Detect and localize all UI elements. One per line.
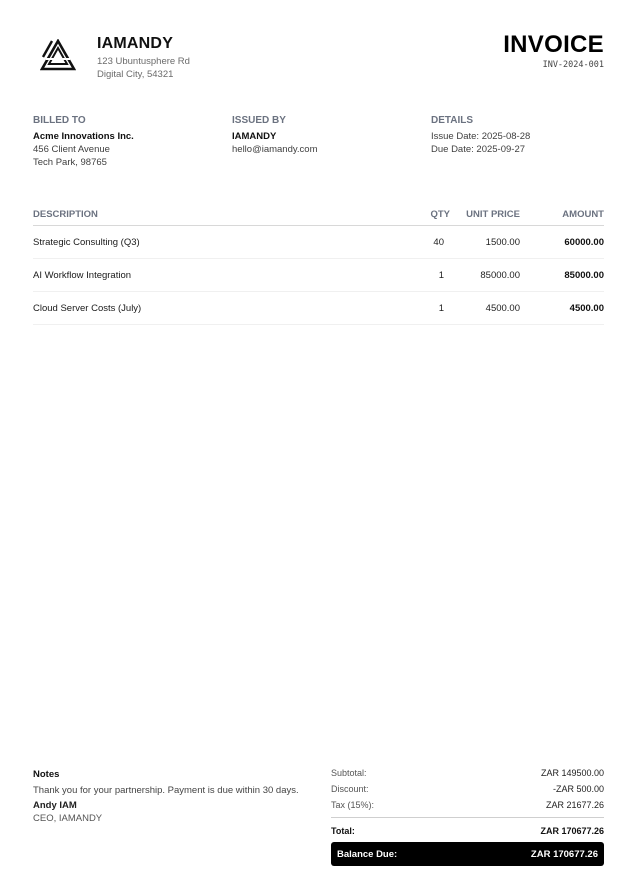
triangle-A-logo-icon bbox=[40, 39, 76, 71]
signature-title: CEO, IAMANDY bbox=[33, 813, 103, 824]
discount-label: Discount: bbox=[331, 784, 369, 794]
tax-row bbox=[331, 799, 604, 815]
issuer-name: IAMANDY bbox=[232, 131, 277, 142]
total-row bbox=[331, 818, 604, 840]
balance-due-label: Balance Due: bbox=[337, 849, 398, 860]
client-address-line2: Tech Park, 98765 bbox=[33, 157, 107, 168]
discount-row bbox=[331, 783, 604, 799]
client-name: Acme Innovations Inc. bbox=[33, 131, 134, 142]
item-description: Cloud Server Costs (July) bbox=[33, 303, 142, 314]
item-amount: 85000.00 bbox=[564, 270, 604, 281]
subtotal-value: ZAR 149500.00 bbox=[540, 768, 604, 778]
issuer-email: hello@iamandy.com bbox=[232, 144, 318, 155]
table-row bbox=[33, 259, 604, 292]
invoice-number: INV-2024-001 bbox=[542, 60, 604, 70]
billed-to-heading: BILLED TO bbox=[33, 115, 86, 126]
discount-value: -ZAR 500.00 bbox=[552, 784, 604, 794]
table-row bbox=[33, 292, 604, 325]
issued-by-section bbox=[232, 114, 318, 156]
client-address-line1: 456 Client Avenue bbox=[33, 144, 110, 155]
item-qty: 1 bbox=[438, 303, 444, 314]
notes-heading: Notes bbox=[33, 769, 60, 780]
item-amount: 4500.00 bbox=[569, 303, 604, 314]
subtotal-row bbox=[331, 767, 604, 783]
tax-value: ZAR 21677.26 bbox=[545, 800, 604, 810]
item-qty: 1 bbox=[438, 270, 444, 281]
item-amount: 60000.00 bbox=[564, 237, 604, 248]
company-address bbox=[97, 55, 190, 81]
item-unit-price: 85000.00 bbox=[480, 270, 520, 281]
header-description: DESCRIPTION bbox=[33, 209, 98, 220]
header-amount: AMOUNT bbox=[562, 209, 604, 220]
issue-date: Issue Date: 2025-08-28 bbox=[431, 131, 531, 142]
table-row bbox=[33, 226, 604, 259]
due-date: Due Date: 2025-09-27 bbox=[431, 144, 526, 155]
total-label: Total: bbox=[331, 826, 355, 836]
item-unit-price: 1500.00 bbox=[485, 237, 520, 248]
item-unit-price: 4500.00 bbox=[485, 303, 520, 314]
total-value: ZAR 170677.26 bbox=[540, 826, 604, 836]
balance-due-value: ZAR 170677.26 bbox=[530, 849, 598, 860]
details-section bbox=[431, 114, 530, 156]
header-qty: QTY bbox=[430, 209, 450, 220]
item-description: AI Workflow Integration bbox=[33, 270, 132, 281]
details-heading: DETAILS bbox=[431, 115, 474, 126]
invoice-title: INVOICE bbox=[503, 31, 604, 58]
table-header bbox=[33, 204, 604, 226]
line-items-table bbox=[33, 204, 604, 325]
company-address-line1: 123 Ubuntusphere Rd bbox=[97, 56, 190, 67]
billed-to-section bbox=[33, 114, 134, 169]
totals-section bbox=[331, 767, 604, 866]
issued-by-heading: ISSUED BY bbox=[232, 115, 286, 126]
company-name: IAMANDY bbox=[97, 35, 174, 52]
item-description: Strategic Consulting (Q3) bbox=[33, 237, 140, 248]
tax-label: Tax (15%): bbox=[331, 800, 375, 810]
notes-text: Thank you for your partnership. Payment is due within 30 days. bbox=[33, 785, 299, 796]
company-address-line2: Digital City, 54321 bbox=[97, 69, 174, 80]
balance-due-bar bbox=[331, 842, 604, 866]
item-qty: 40 bbox=[433, 237, 444, 248]
signature-name: Andy IAM bbox=[33, 800, 77, 811]
notes-section bbox=[33, 768, 299, 825]
subtotal-label: Subtotal: bbox=[331, 768, 367, 778]
header-unit-price: UNIT PRICE bbox=[466, 209, 520, 220]
